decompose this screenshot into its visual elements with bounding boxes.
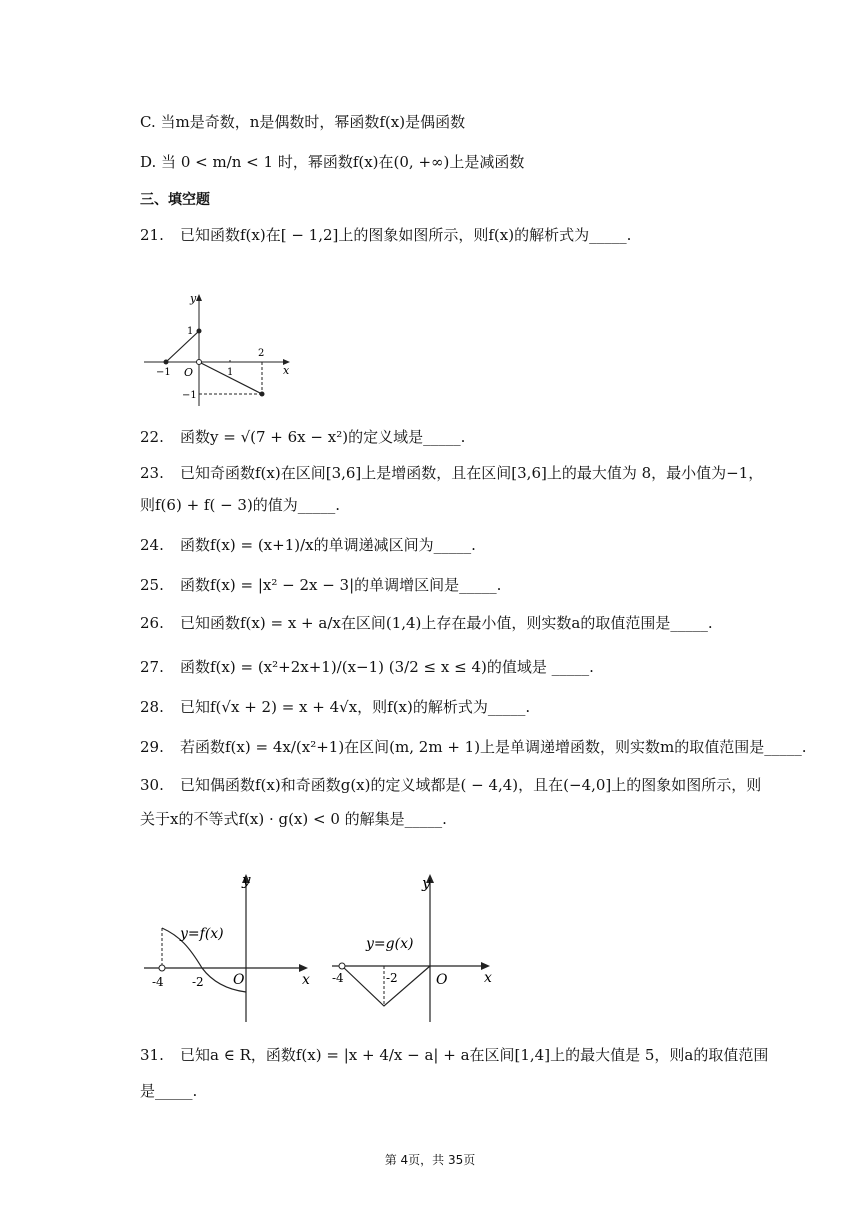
fig30b-tick-m4: -4 [332,971,344,985]
question-number: 29. [140,738,164,756]
question-26 [140,612,713,634]
option-c [140,111,465,133]
fig30a-curve-label: y=f(x) [180,926,224,942]
question-text: 已知f(√x + 2) = x + 4√x，则f(x)的解析式为_____. [180,698,531,716]
question-text: 函数y = √(7 + 6x − x²)的定义域是_____. [180,428,466,446]
question-number: 22. [140,428,164,446]
option-c-text: 当m是奇数，n是偶数时，幂函数f(x)是偶函数 [160,113,466,131]
page-footer: 第 4页，共 35页 [384,1153,476,1167]
question-25 [140,574,501,596]
question-number: 28. [140,698,164,716]
fig30b-origin: O [436,972,448,988]
fig30a-origin: O [233,972,245,988]
fig30a-tick-m4: -4 [152,975,164,989]
option-d-text: 当 0 < m/n < 1 时，幂函数f(x)在(0, +∞)上是减函数 [161,153,525,171]
question-text: 已知a ∈ R，函数f(x) = |x + 4/x − a| + a在区间[1,4]上的最大值是 5，则a的取值范围 [180,1046,769,1064]
section-title: 三、填空题 [140,192,210,208]
figure-30-gx-graph [326,866,506,1026]
question-text: 函数f(x) = (x+1)/x的单调递减区间为_____. [180,536,476,554]
question-30 [140,774,761,796]
question-number: 27. [140,658,164,676]
question-number: 26. [140,614,164,632]
question-31-cont: 是_____. [140,1082,198,1100]
fig30a-tick-m2: -2 [192,975,204,989]
question-23-cont: 则f(6) + f( − 3)的值为_____. [140,496,341,514]
fig30b-y-label: y [422,874,431,892]
question-text: 已知函数f(x)在[ − 1,2]上的图象如图所示，则f(x)的解析式为_____. [180,226,632,244]
question-number: 31. [140,1046,164,1064]
question-23 [140,462,763,484]
question-27 [140,656,594,678]
fig30b-x-label: x [484,970,492,986]
figure-30-fx-graph [140,866,320,1026]
question-text: 函数f(x) = |x² − 2x − 3|的单调增区间是_____. [180,576,502,594]
fig30b-tick-m2: -2 [386,971,398,985]
question-text: 若函数f(x) = 4x/(x²+1)在区间(m, 2m + 1)上是单调递增函数，则实数m的取值范围是_____. [180,738,807,756]
fig21-y-label: y [190,292,197,305]
question-text: 已知偶函数f(x)和奇函数g(x)的定义域都是( − 4,4)，且在(−4,0]上的图象如图所示，则 [180,776,762,794]
question-21 [140,224,631,246]
question-number: 25. [140,576,164,594]
fig30a-y-label: y [242,871,251,889]
fig21-tick-ym1: −1 [182,390,197,401]
fig21-tick-y1: 1 [187,326,194,337]
fig21-x-label: x [283,364,290,377]
question-29 [140,736,807,758]
question-31 [140,1044,768,1066]
question-22 [140,426,465,448]
question-text: 已知函数f(x) = x + a/x在区间(1,4)上存在最小值，则实数a的取值范围是_____. [180,614,713,632]
question-30-cont: 关于x的不等式f(x) · g(x) < 0 的解集是_____. [140,810,447,828]
question-number: 23. [140,464,164,482]
option-d-label: D. [140,153,157,171]
fig21-tick-x1: 1 [227,367,234,378]
question-number: 30. [140,776,164,794]
fig30b-curve-label: y=g(x) [366,936,414,952]
question-number: 24. [140,536,164,554]
fig21-origin: O [184,366,194,379]
figure-21-graph [140,290,300,410]
fig21-tick-x2: 2 [258,348,265,359]
question-text: 函数f(x) = (x²+2x+1)/(x−1) (3/2 ≤ x ≤ 4)的值域是 _____. [180,658,594,676]
question-number: 21. [140,226,164,244]
option-d [140,151,524,173]
fig21-tick-xm1: −1 [156,367,171,378]
question-28 [140,696,530,718]
option-c-label: C. [140,113,156,131]
question-text: 已知奇函数f(x)在区间[3,6]上是增函数，且在区间[3,6]上的最大值为 8，最小值为−1， [180,464,764,482]
fig30a-x-label: x [302,972,310,988]
question-24 [140,534,476,556]
